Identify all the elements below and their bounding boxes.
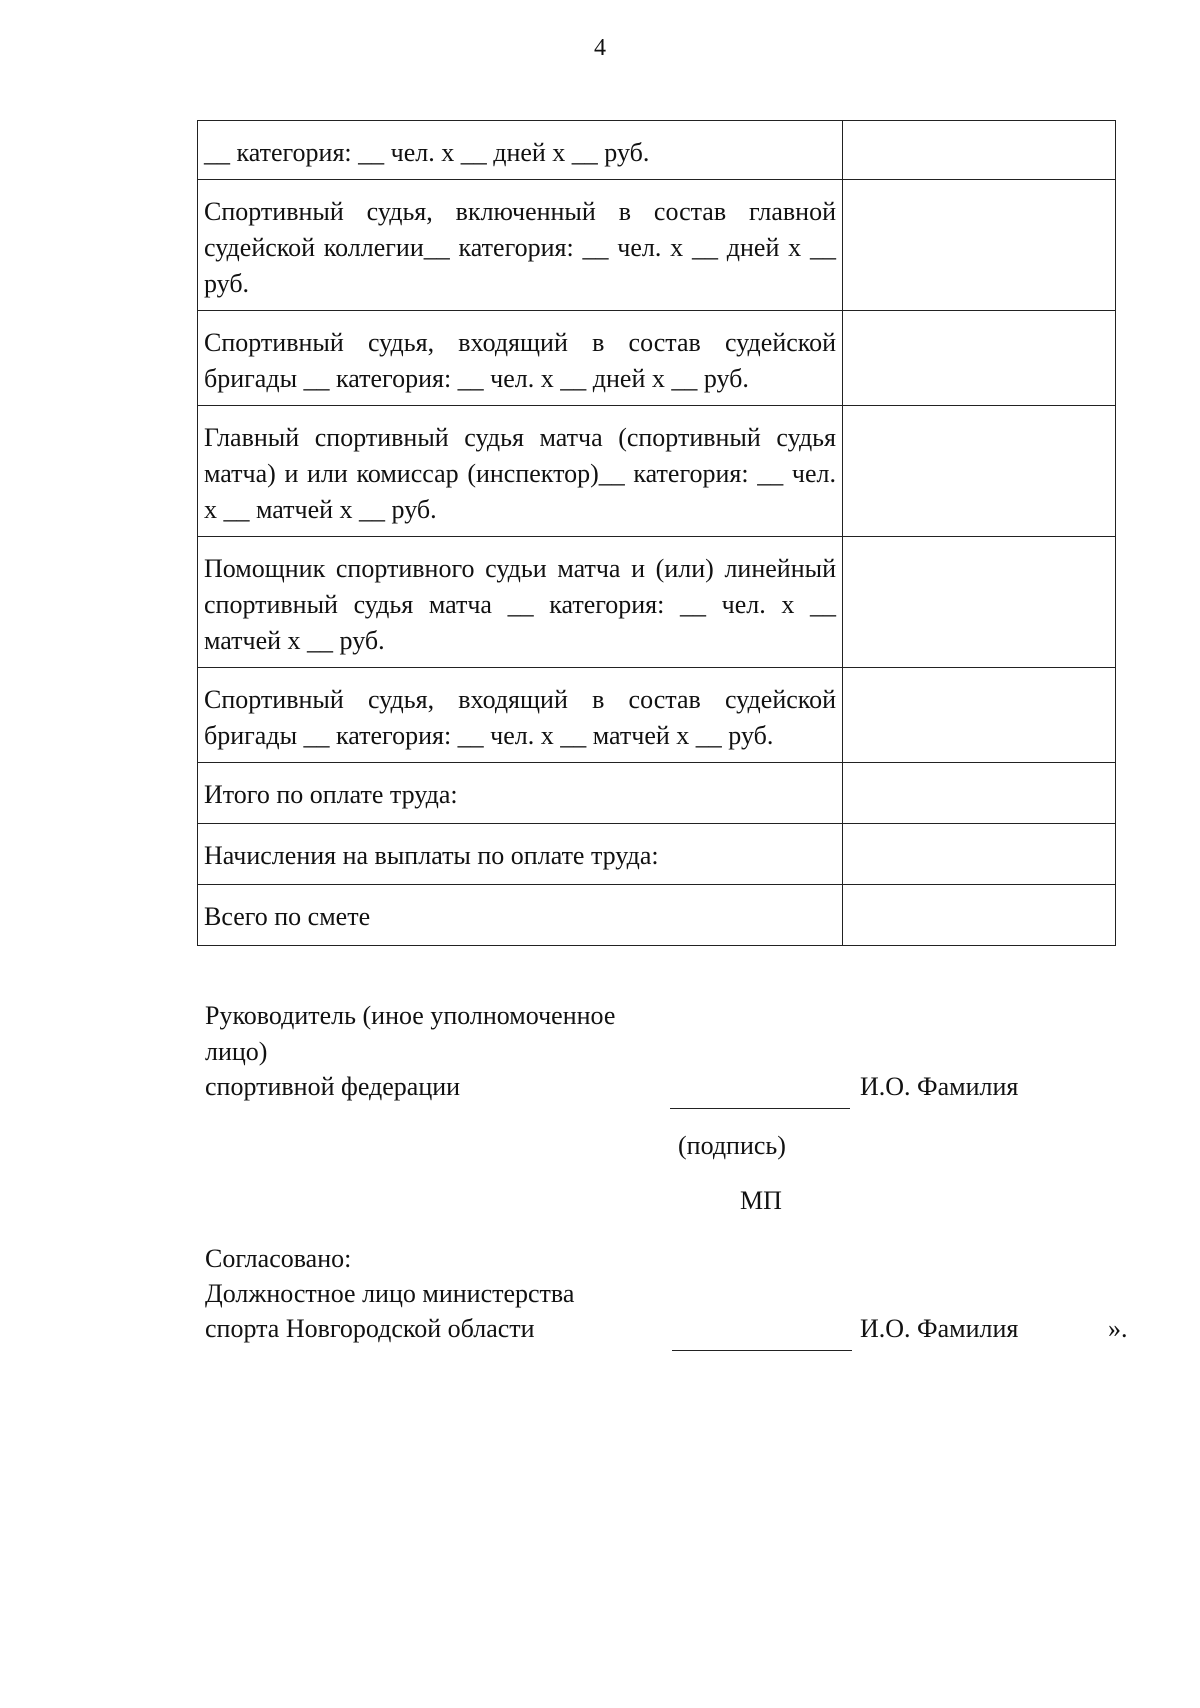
approved-title: Согласовано: — [205, 1244, 352, 1273]
row-amount — [843, 121, 1116, 180]
approved-label-line1: Должностное лицо министерства — [205, 1279, 575, 1308]
head-label-line1: Руководитель (иное уполномоченное — [205, 1001, 616, 1030]
signature-caption: (подпись) — [678, 1131, 786, 1160]
row-amount — [843, 180, 1116, 311]
total-labor-row — [198, 763, 1116, 824]
table-row — [198, 537, 1116, 668]
row-amount — [843, 885, 1116, 946]
grand-total-row — [198, 885, 1116, 946]
approved-signature-line — [672, 1350, 852, 1351]
approved-label-line2: спорта Новгородской области — [205, 1314, 535, 1343]
row-amount — [843, 668, 1116, 763]
head-label-line3: спортивной федерации — [205, 1072, 461, 1101]
row-amount — [843, 824, 1116, 885]
row-amount — [843, 406, 1116, 537]
table-row — [198, 121, 1116, 180]
page-number: 4 — [594, 35, 606, 61]
row-amount — [843, 311, 1116, 406]
head-name: И.О. Фамилия — [860, 1072, 1019, 1101]
approved-name: И.О. Фамилия — [860, 1314, 1019, 1343]
closing-quote: ». — [1108, 1314, 1128, 1343]
row-amount — [843, 537, 1116, 668]
row-description: Спортивный судья, входящий в состав судейской бригады __ категория: __ чел. х __ матчей х __ руб. — [198, 668, 843, 763]
table-row — [198, 311, 1116, 406]
row-description: Помощник спортивного судьи матча и (или) линейный спортивный судья матча __ категория: __ чел. х __ матчей х __ руб. — [198, 537, 843, 668]
row-description: Спортивный судья, включенный в состав главной судейской коллегии__ категория: __ чел. х __ дней х __ руб. — [198, 180, 843, 311]
row-description: Итого по оплате труда: — [198, 763, 843, 824]
row-description: Начисления на выплаты по оплате труда: — [198, 824, 843, 885]
table-row — [198, 406, 1116, 537]
table-row — [198, 180, 1116, 311]
row-description: __ категория: __ чел. х __ дней х __ руб. — [198, 121, 843, 180]
accruals-row — [198, 824, 1116, 885]
row-description: Спортивный судья, входящий в состав судейской бригады __ категория: __ чел. х __ дней х __ руб. — [198, 311, 843, 406]
table-row — [198, 668, 1116, 763]
estimate-table — [197, 120, 1116, 946]
head-label-line2: лицо) — [205, 1037, 268, 1066]
row-description: Главный спортивный судья матча (спортивный судья матча) и или комиссар (инспектор)__ категория: __ чел. х __ матчей х __ руб. — [198, 406, 843, 537]
row-amount — [843, 763, 1116, 824]
stamp-mark: МП — [740, 1186, 782, 1215]
row-description: Всего по смете — [198, 885, 843, 946]
head-signature-line — [670, 1108, 850, 1109]
